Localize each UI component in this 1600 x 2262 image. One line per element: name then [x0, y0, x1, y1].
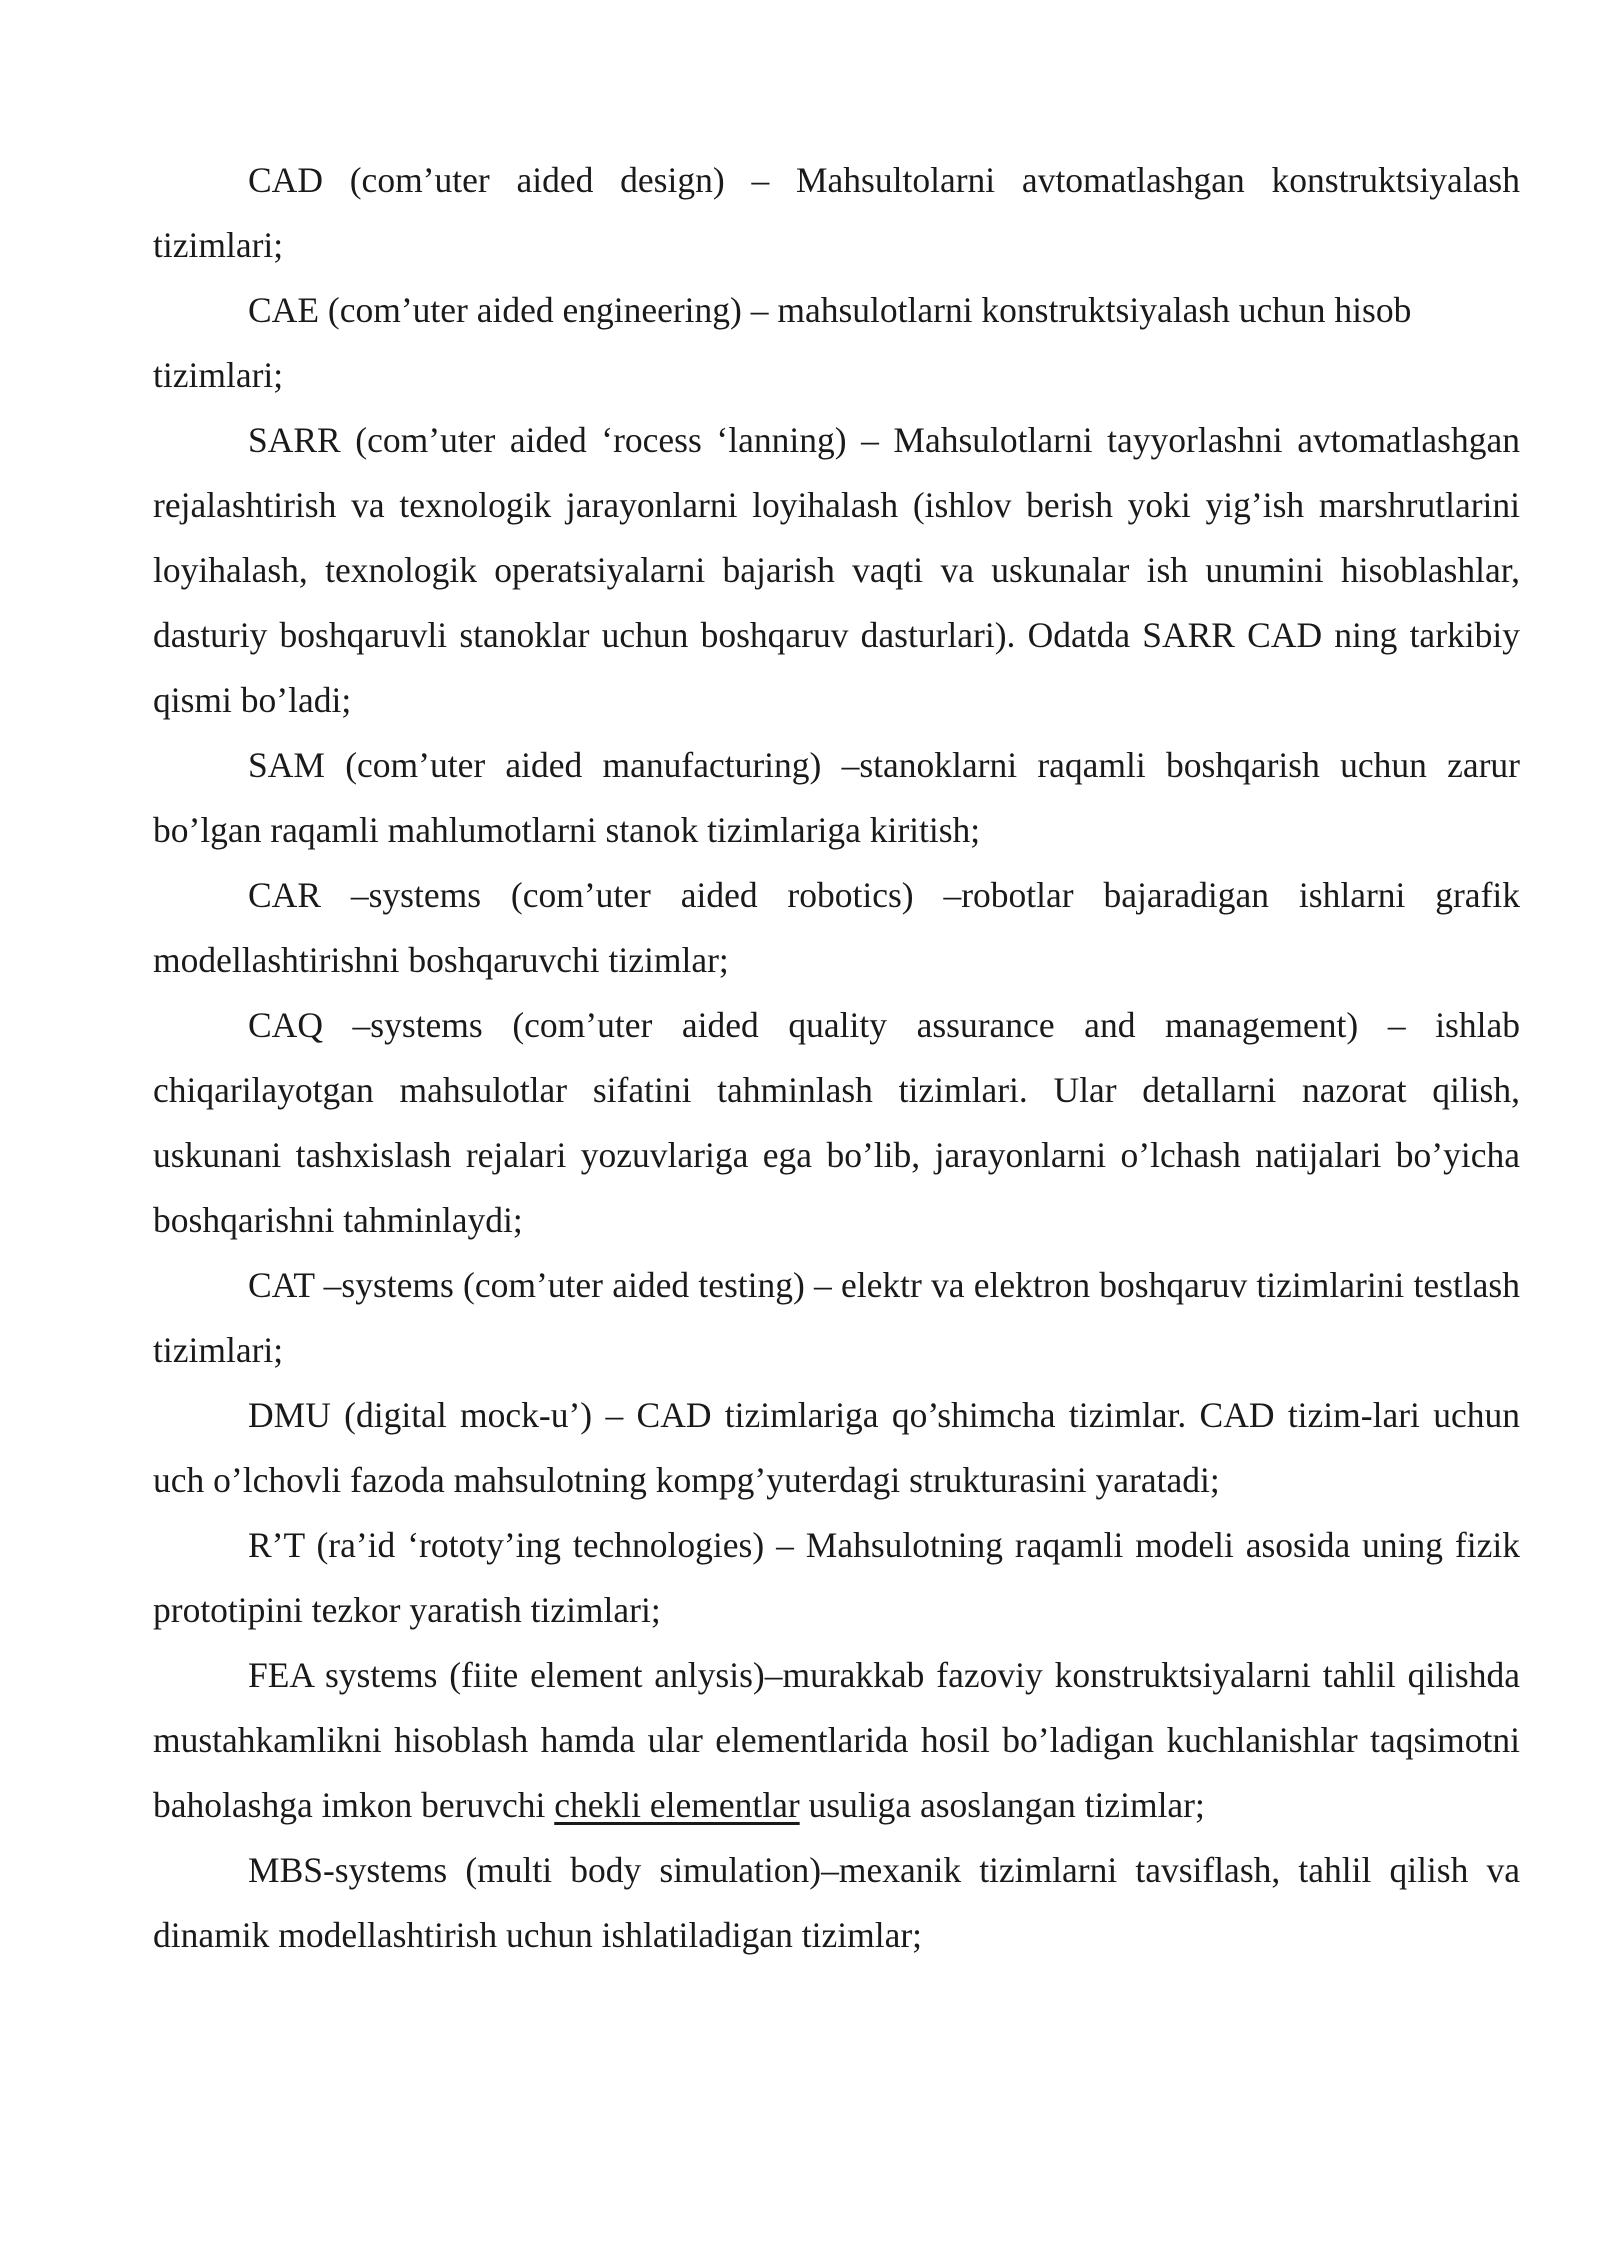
paragraph-caq: CAQ –systems (com’uter aided quality assurance and management) – ishlab chiqarilayotgan mahsulotlar sifatini tahminlash tizimlari. Ular detallarni nazorat qilish, uskunani tashxislash rejalari yozuvlariga ega bo’lib, jarayonlarni o’lchash natijalari bo’yicha boshqarishni tahminlaydi;	[153, 1005, 1520, 1240]
paragraph-cat: CAT –systems (com’uter aided testing) – elektr va elektron boshqaruv tizimlarini testlash tizimlari;	[153, 1265, 1520, 1370]
paragraph-fea	[153, 1643, 1520, 1838]
paragraph-mbs: MBS-systems (multi body simulation)–mexanik tizimlarni tavsiflash, tahlil qilish va dinamik modellashtirish uchun ishlatiladigan tizimlar;	[153, 1850, 1520, 1955]
fea-text-before: FEA systems (fiite element anlysis)–murakkab fazoviy konstruktsiyalarni tahlil qilishda mustahkamlikni hisoblash hamda ular elementlarida hosil bo’ladigan kuchlanishlar taqsimotni baholashga imkon beruvchi	[153, 1655, 1520, 1825]
document-page	[153, 148, 1520, 1968]
fea-underlined-term: chekli elementlar	[554, 1785, 800, 1825]
fea-text-after: usuliga asoslangan tizimlar;	[799, 1785, 1205, 1825]
paragraph-dmu: DMU (digital mock-u’) – CAD tizimlariga qo’shimcha tizimlar. CAD tizim-lari uchun uch o’lchovli fazoda mahsulotning kompg’yuterdagi strukturasini yaratadi;	[153, 1395, 1520, 1500]
paragraph-cae: CAE (com’uter aided engineering) – mahsulotlarni konstruktsiyalash uchun hisob tizimlari;	[153, 290, 1412, 395]
paragraph-cad: CAD (com’uter aided design) – Mahsultolarni avtomatlashgan konstruktsiyalash tizimlari;	[153, 160, 1520, 265]
paragraph-rpt: R’T (ra’id ‘rototy’ing technologies) – Mahsulotning raqamli modeli asosida uning fizik prototipini tezkor yaratish tizimlari;	[153, 1525, 1520, 1630]
paragraph-car: CAR –systems (com’uter aided robotics) –robotlar bajaradigan ishlarni grafik modellashtirishni boshqaruvchi tizimlar;	[153, 875, 1520, 980]
paragraph-sarr: SARR (com’uter aided ‘rocess ‘lanning) – Mahsulotlarni tayyorlashni avtomatlashgan rejalashtirish va texnologik jarayonlarni loyihalash (ishlov berish yoki yig’ish marshrutlarini loyihalash, texnologik operatsiyalarni bajarish vaqti va uskunalar ish unumini hisoblashlar, dasturiy boshqaruvli stanoklar uchun boshqaruv dasturlari). Odatda SARR CAD ning tarkibiy qismi bo’ladi;	[153, 420, 1520, 720]
paragraph-sam: SAM (com’uter aided manufacturing) –stanoklarni raqamli boshqarish uchun zarur bo’lgan raqamli mahlumotlarni stanok tizimlariga kiritish;	[153, 745, 1520, 850]
